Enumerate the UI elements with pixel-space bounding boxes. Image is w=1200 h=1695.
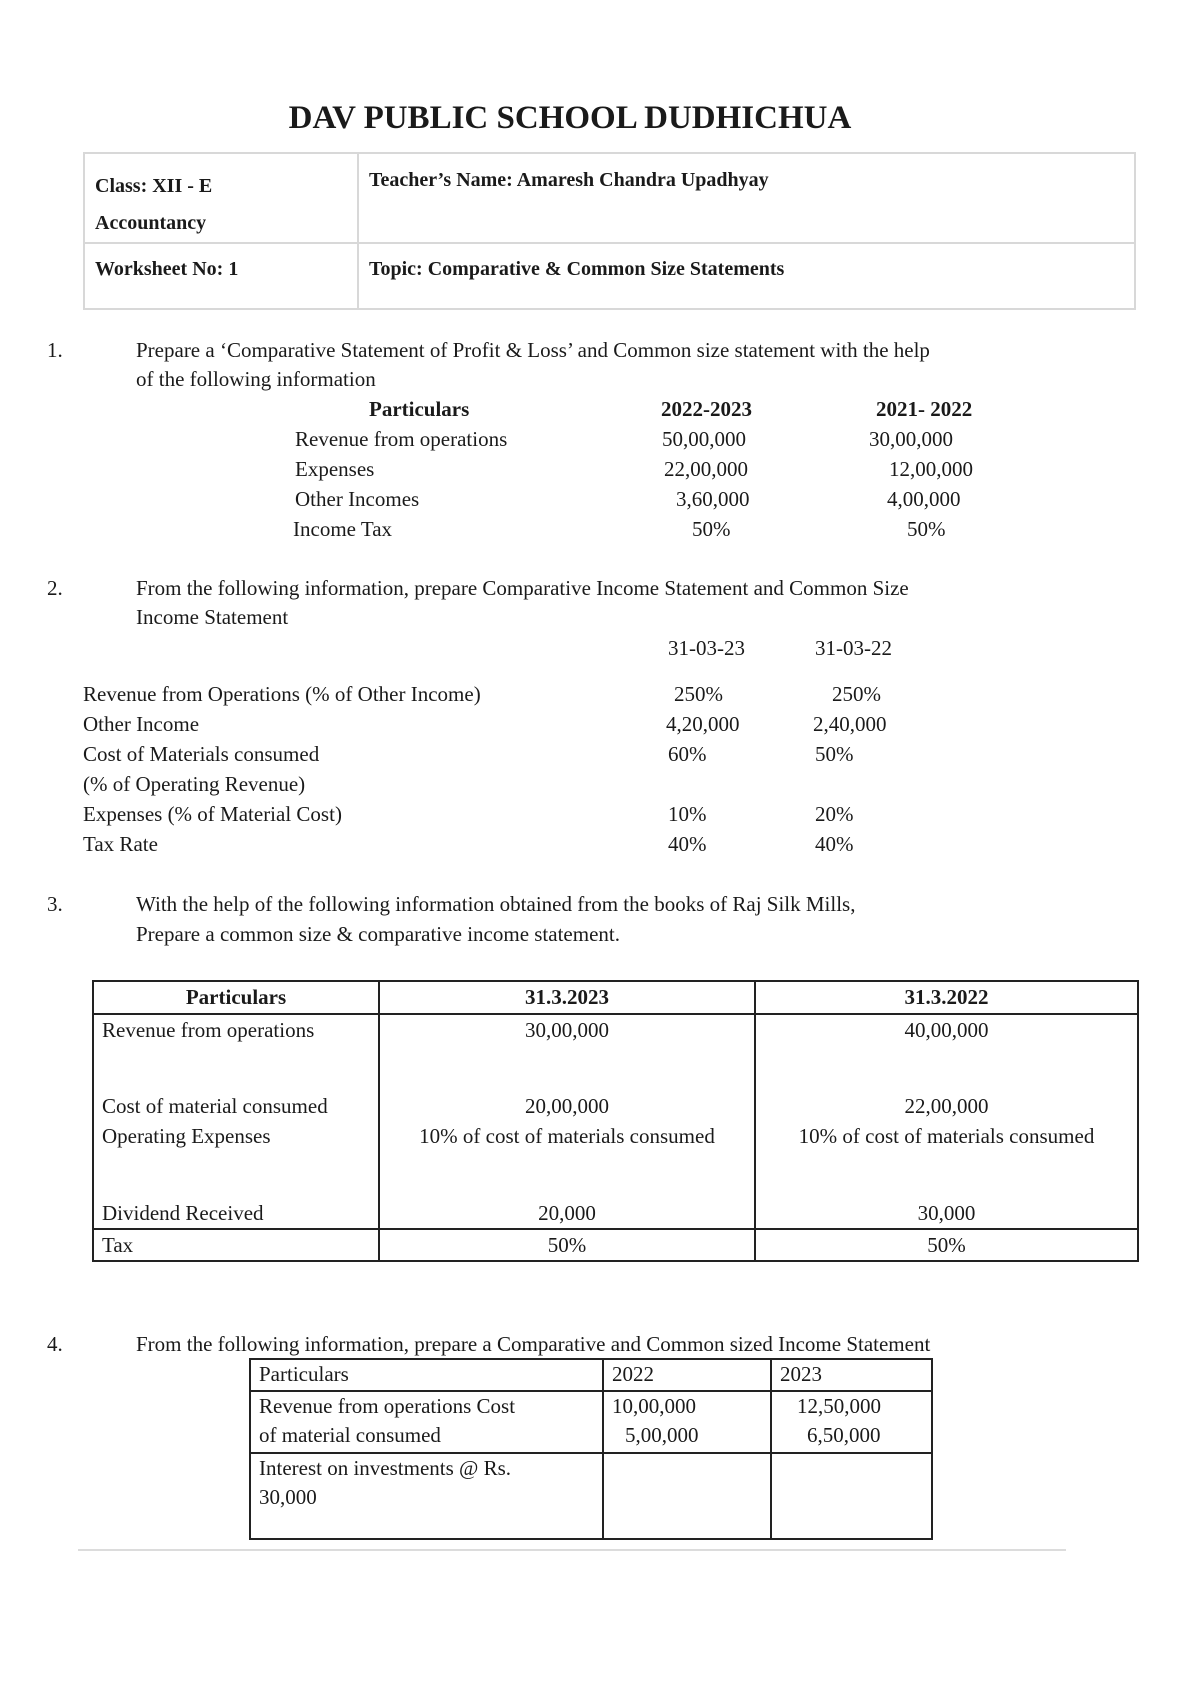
q4-row-label: Revenue from operations Cost: [259, 1394, 516, 1418]
subject-label: Accountancy: [95, 212, 207, 234]
q2-number: 2.: [47, 576, 63, 600]
q3-row-label: Tax: [93, 1229, 379, 1261]
q2-row-value: 60%: [668, 742, 707, 766]
q1-row-value: 50%: [907, 517, 946, 541]
q2-row-label: Expenses (% of Material Cost): [83, 802, 342, 826]
q1-header-year1: 2022-2023: [661, 397, 752, 421]
q3-row-value: 30,00,000: [525, 1018, 609, 1042]
q1-header-year2: 2021- 2022: [876, 397, 973, 421]
q2-row-value: 10%: [668, 802, 707, 826]
q2-row-label: Cost of Materials consumed: [83, 742, 320, 766]
worksheet-no: Worksheet No: 1: [95, 258, 239, 280]
q2-row-label: Revenue from Operations (% of Other Income): [83, 682, 481, 706]
q3-table: [92, 980, 1139, 1262]
q1-text-line1: Prepare a ‘Comparative Statement of Profit & Loss’ and Common size statement with the help: [136, 338, 930, 362]
q4-row-label: 30,000: [259, 1485, 317, 1509]
q4-row-value: 6,50,000: [807, 1423, 881, 1447]
q3-text-line2: Prepare a common size & comparative income statement.: [136, 922, 620, 946]
q2-text-line2: Income Statement: [136, 605, 289, 629]
class-label: Class: XII - E: [95, 175, 213, 197]
q3-row-value: 50%: [755, 1229, 1138, 1261]
header-table: [83, 152, 1136, 310]
q3-row-value: 10% of cost of materials consumed: [419, 1124, 715, 1148]
q1-row-value: 12,00,000: [889, 457, 973, 481]
q3-number: 3.: [47, 892, 63, 916]
q2-header-date1: 31-03-23: [668, 636, 745, 660]
q2-row-value: 50%: [815, 742, 854, 766]
q3-row-value: 40,00,000: [904, 1018, 989, 1042]
topic: Topic: Comparative & Common Size Statements: [369, 258, 785, 280]
q4-number: 4.: [47, 1332, 63, 1356]
q1-row-label: Other Incomes: [295, 487, 420, 511]
q2-header-date2: 31-03-22: [815, 636, 892, 660]
q3-row-label: Operating Expenses: [102, 1124, 271, 1148]
q2-text-line1: From the following information, prepare Comparative Income Statement and Common Size: [136, 576, 909, 600]
q3-row-value: 20,00,000: [525, 1094, 609, 1118]
q1-row-value: 50%: [692, 517, 731, 541]
q3-header-particulars: Particulars: [93, 981, 379, 1014]
q2-row-label: (% of Operating Revenue): [83, 772, 306, 796]
q3-header-date2: 31.3.2022: [755, 981, 1138, 1014]
q3-row-value: 22,00,000: [904, 1094, 989, 1118]
q3-row-label: Revenue from operations: [102, 1018, 315, 1042]
q2-row-value: 20%: [815, 802, 854, 826]
q3-row-value: 50%: [379, 1229, 755, 1261]
q4-text-line1: From the following information, prepare a Comparative and Common sized Income Statement: [136, 1332, 931, 1356]
q2-row-label: Tax Rate: [83, 832, 158, 856]
q3-date2-cell: [755, 1014, 1138, 1229]
q3-row-value: 10% of cost of materials consumed: [798, 1124, 1095, 1148]
q1-row-value: 50,00,000: [662, 427, 746, 451]
q2-row-value: 250%: [674, 682, 723, 706]
q1-row-label: Revenue from operations: [295, 427, 508, 451]
q3-row-label: Dividend Received: [102, 1201, 264, 1225]
q1-header-particulars: Particulars: [369, 397, 470, 421]
q4-header-particulars: Particulars: [250, 1359, 603, 1391]
q1-row-label: Income Tax: [293, 517, 393, 541]
q4-row-value: 5,00,000: [625, 1423, 699, 1447]
q1-text-line2: of the following information: [136, 367, 376, 391]
q3-text-line1: With the help of the following information obtained from the books of Raj Silk Mills,: [136, 892, 856, 916]
teacher-name: Teacher’s Name: Amaresh Chandra Upadhyay: [369, 169, 769, 191]
q1-row-label: Expenses: [295, 457, 375, 481]
q3-date1-cell: [379, 1014, 755, 1229]
q2-row-value: 40%: [815, 832, 854, 856]
q3-particulars-cell: [93, 1014, 379, 1229]
q4-row-label: of material consumed: [259, 1423, 441, 1447]
q2-row-value: 250%: [832, 682, 881, 706]
q1-number: 1.: [47, 338, 63, 362]
q2-row-value: 40%: [668, 832, 707, 856]
q2-row-value: 4,20,000: [666, 712, 740, 736]
q3-row-value: 30,000: [917, 1201, 976, 1225]
page-divider: [78, 1549, 1066, 1551]
q4-table: [249, 1358, 933, 1540]
q1-row-value: 4,00,000: [887, 487, 961, 511]
q2-row-label: Other Income: [83, 712, 200, 736]
q1-row-value: 3,60,000: [676, 487, 750, 511]
q4-row-label: Interest on investments @ Rs.: [259, 1456, 512, 1480]
q3-row-value: 20,000: [538, 1201, 596, 1225]
q3-header-date1: 31.3.2023: [379, 981, 755, 1014]
q4-header-year1: 2022: [603, 1359, 771, 1391]
school-title: DAV PUBLIC SCHOOL DUDHICHUA: [288, 100, 852, 136]
q3-row-label: Cost of material consumed: [102, 1094, 328, 1118]
q1-row-value: 30,00,000: [869, 427, 953, 451]
q1-row-value: 22,00,000: [664, 457, 748, 481]
q4-row-value: 10,00,000: [612, 1394, 696, 1418]
q4-header-year2: 2023: [771, 1359, 932, 1391]
q4-row-value: 12,50,000: [797, 1394, 881, 1418]
q4-empty-cell: [603, 1453, 771, 1539]
q4-empty-cell: [771, 1453, 932, 1539]
q2-row-value: 2,40,000: [813, 712, 887, 736]
